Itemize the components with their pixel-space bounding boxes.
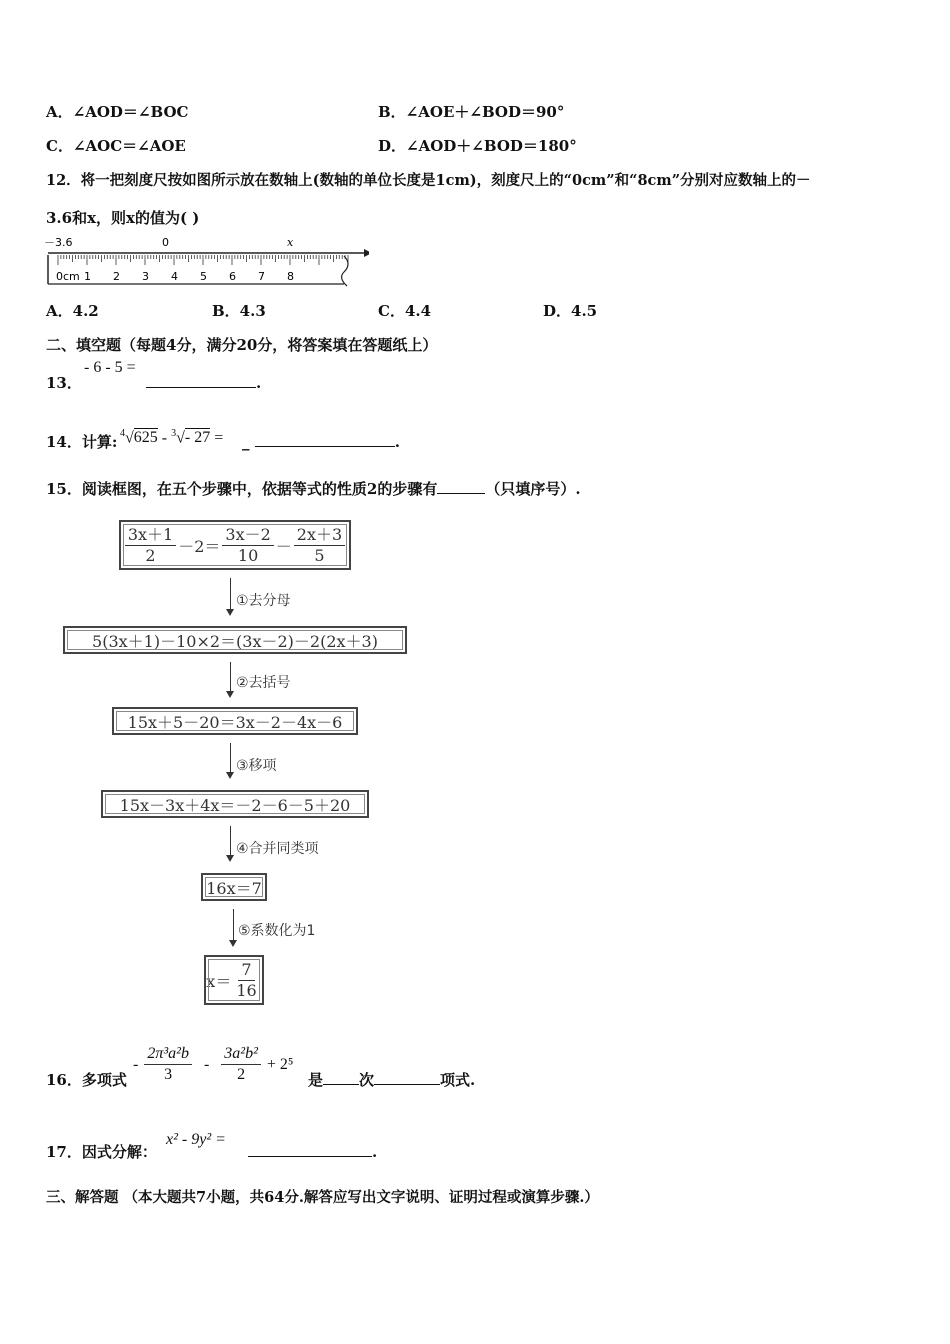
flow-arrow xyxy=(230,826,231,860)
question-14-expr: $^4$√625 - $^3$√- 27 = xyxy=(120,428,224,447)
flow-box-final: x＝ $\frac{7}{16}$ xyxy=(204,955,264,1005)
answer-blank[interactable] xyxy=(248,1142,372,1157)
step-5-label: ⑤系数化为1 xyxy=(238,923,316,939)
axis-label-zero: 0 xyxy=(162,236,169,249)
question-12-line1: 12．将一把刻度尺按如图所示放在数轴上(数轴的单位长度是1cm)，刻度尺上的“0cm”和“8cm”分别对应数轴上的－ xyxy=(46,172,811,189)
ruler-label: 7 xyxy=(258,270,265,283)
ruler-label: 2 xyxy=(113,270,120,283)
question-13-number: 13． xyxy=(46,374,82,392)
answer-blank[interactable] xyxy=(323,1070,359,1085)
question-15-text: 15．阅读框图，在五个步骤中，依据等式的性质2的步骤有 （只填序号）. xyxy=(46,480,581,498)
question-16-label: 16．多项式 xyxy=(46,1071,127,1089)
option-b: B．∠AOE＋∠BOD＝90° xyxy=(378,103,565,121)
axis-label-x: x xyxy=(287,236,294,249)
section-3-heading: 三、解答题 （本大题共7小题，共64分.解答应写出文字说明、证明过程或演算步骤.） xyxy=(46,1189,599,1206)
step-3-label: ③移项 xyxy=(236,758,277,774)
question-16-answer: 是 次 项式. xyxy=(308,1071,476,1089)
question-17-expr: x² - 9y² = xyxy=(166,1131,226,1148)
flow-arrow xyxy=(230,662,231,696)
answer-blank[interactable] xyxy=(374,1070,440,1085)
step-2-label: ②去括号 xyxy=(236,675,291,691)
answer-blank[interactable] xyxy=(146,373,256,388)
option-12d: D．4.5 xyxy=(543,302,598,320)
step-4-label: ④合并同类项 xyxy=(236,841,319,857)
question-17-answer: . xyxy=(248,1142,377,1162)
question-14-answer: _ . xyxy=(242,433,400,451)
flow-box-step2-result: 15x＋5－20＝3x－2－4x－6 xyxy=(112,707,358,735)
ruler-label: 4 xyxy=(171,270,178,283)
option-12a: A．4.2 xyxy=(46,302,99,320)
question-16-expr: - $\frac{\text{2π³a²b}}{3}$ - $\frac{\text{3a²b²}}{2}$ + 2⁵ xyxy=(133,1045,294,1083)
option-12b: B．4.3 xyxy=(212,302,266,320)
flow-box-step4-result: 16x＝7 xyxy=(201,873,267,901)
question-17-label: 17．因式分解： xyxy=(46,1143,157,1161)
ruler-label: 0cm xyxy=(56,270,80,283)
question-13-expr: - 6 - 5 = xyxy=(84,359,136,376)
option-a: A．∠AOD＝∠BOC xyxy=(46,103,189,121)
ruler-label: 3 xyxy=(142,270,149,283)
flow-box-step1-result: 5(3x＋1)－10×2＝(3x－2)－2(2x＋3) xyxy=(63,626,407,654)
section-2-heading: 二、填空题（每题4分，满分20分，将答案填在答题纸上） xyxy=(46,336,438,354)
ruler-figure xyxy=(44,234,369,290)
flow-box-step3-result: 15x－3x＋4x＝－2－6－5＋20 xyxy=(101,790,369,818)
answer-blank[interactable] xyxy=(437,479,485,494)
ruler-label: 8 xyxy=(287,270,294,283)
question-14-label: 14．计算: xyxy=(46,433,118,451)
ruler-label: 5 xyxy=(200,270,207,283)
question-12-line2: 3.6和x，则x的值为( ) xyxy=(46,209,200,227)
option-12c: C．4.4 xyxy=(378,302,432,320)
ruler-label: 1 xyxy=(84,270,91,283)
answer-blank[interactable] xyxy=(255,432,395,447)
option-c: C．∠AOC＝∠AOE xyxy=(46,137,186,155)
step-1-label: ①去分母 xyxy=(236,593,291,609)
question-13-answer: . xyxy=(146,373,261,393)
flow-arrow xyxy=(233,909,234,945)
flow-box-equation: $\frac{3x+1}{2}$ －2＝ $\frac{3x-2}{10}$ － $\frac{2x+3}{5}$ xyxy=(119,520,351,570)
axis-label-neg36: －3.6 xyxy=(44,236,73,249)
option-d: D．∠AOD＋∠BOD＝180° xyxy=(378,137,577,155)
ruler-label: 6 xyxy=(229,270,236,283)
flow-arrow xyxy=(230,578,231,614)
flow-arrow xyxy=(230,743,231,777)
